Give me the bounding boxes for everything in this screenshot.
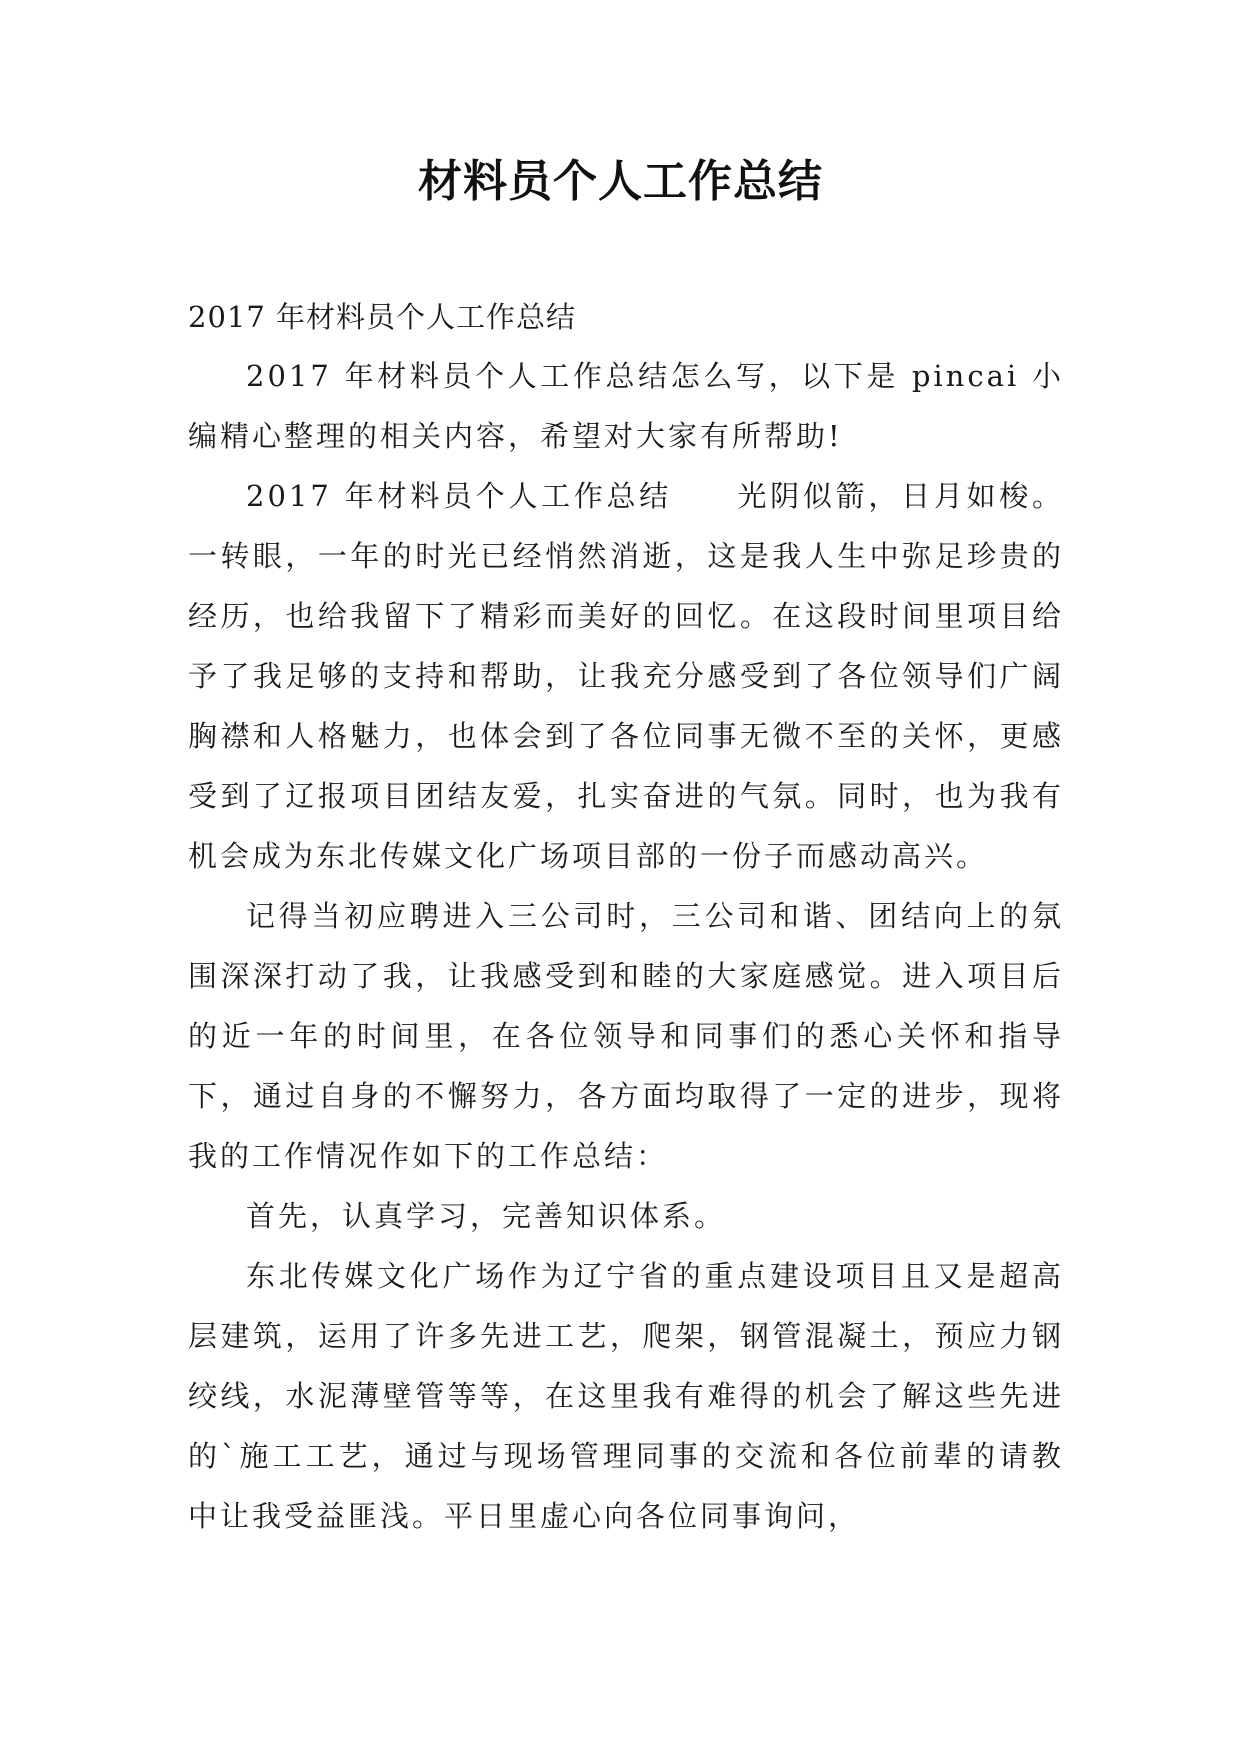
- paragraph-opening: 2017 年材料员个人工作总结 光阴似箭，日月如梭。一转眼，一年的时光已经悄然消逝，这是我人生中弥足珍贵的经历，也给我留下了精彩而美好的回忆。在这段时间里项目给予了我足够的支持和帮助，让我充分感受到了各位领导们广阔胸襟和人格魅力，也体会到了各位同事无微不至的关怀，更感受到了辽报项目团结友爱，扎实奋进的气氛。同时，也为我有机会成为东北传媒文化广场项目部的一份子而感动高兴。: [188, 479, 1064, 873]
- paragraph-joining: 记得当初应聘进入三公司时，三公司和谐、团结向上的氛围深深打动了我，让我感受到和睦的大家庭感觉。进入项目后的近一年的时间里，在各位领导和同事们的悉心关怀和指导下，通过自身的不懈努力，各方面均取得了一定的进步，现将我的工作情况作如下的工作总结：: [188, 899, 1064, 1173]
- paragraph-section-heading: 首先，认真学习，完善知识体系。: [246, 1199, 727, 1233]
- document-title: 材料员个人工作总结: [418, 156, 823, 207]
- document-body: [188, 288, 1064, 1546]
- paragraph-learning: 东北传媒文化广场作为辽宁省的重点建设项目且又是超高层建筑，运用了许多先进工艺，爬架，钢管混凝土，预应力钢绞线，水泥薄壁管等等，在这里我有难得的机会了解这些先进的`施工工艺，通过与现场管理同事的交流和各位前辈的请教中让我受益匪浅。平日里虚心向各位同事询问，: [188, 1259, 1064, 1533]
- paragraph-intro: 2017 年材料员个人工作总结怎么写，以下是 pincai 小编精心整理的相关内容，希望对大家有所帮助!: [188, 359, 1064, 453]
- document-subheading: 2017 年材料员个人工作总结: [188, 300, 577, 334]
